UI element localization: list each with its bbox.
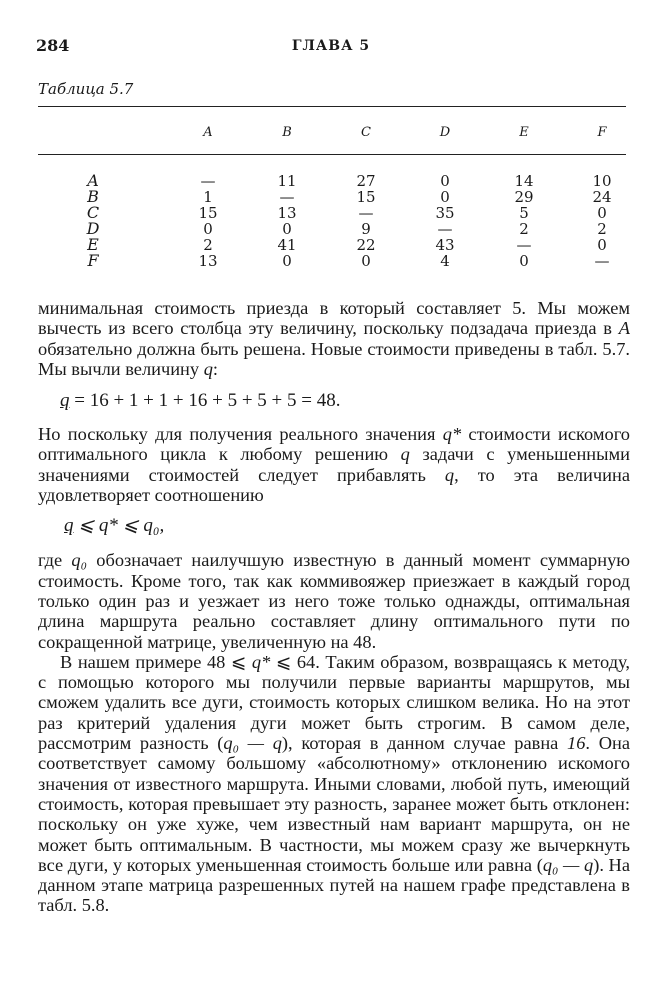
- table-cell: —: [279, 188, 295, 206]
- page-header: [36, 36, 626, 58]
- table-cell: 2: [203, 236, 213, 254]
- table-header-rule: [38, 154, 626, 155]
- table-cell: 2: [519, 220, 529, 238]
- column-header: E: [519, 125, 529, 140]
- running-head: ГЛАВА 5: [291, 38, 371, 54]
- paragraph-2: Но поскольку для получения реального значения q* стоимости искомого оптимального цикла к любому решению q задачи с уменьшенными значениями стоимостей следует прибавлять q, то эта величина удовлетворяет соотношению: [38, 424, 630, 506]
- table-cell: —: [200, 172, 216, 190]
- table-cell: 0: [597, 236, 607, 254]
- table-cell: 15: [198, 204, 218, 222]
- table-cell: 43: [435, 236, 455, 254]
- row-label: A: [87, 171, 99, 190]
- table-cell: 2: [597, 220, 607, 238]
- table-cell: 0: [519, 252, 529, 270]
- paragraph-1: минимальная стоимость приезда в который составляет 5. Мы можем вычесть из всего столбца эту величину, поскольку подзадача приезда в A обязательно должна быть решена. Новые стоимости приведены в табл. 5.7. Мы вычли величину q:: [38, 298, 630, 379]
- table-cell: 0: [440, 188, 450, 206]
- table-cell: —: [516, 236, 532, 254]
- column-header: C: [361, 125, 371, 140]
- table-cell: 14: [514, 172, 534, 190]
- table-cell: 24: [592, 188, 612, 206]
- formula-lower-bound: q = 16 + 1 + 1 + 16 + 5 + 5 + 5 = 48.: [60, 390, 341, 412]
- table-cell: —: [358, 204, 374, 222]
- table-cell: 13: [198, 252, 218, 270]
- table-cell: 0: [282, 220, 292, 238]
- paragraph-4: В нашем примере 48 ⩽ q* ⩽ 64. Таким образом, возвращаясь к методу, с помощью которого мы получили первые варианты маршрутов, мы сможем удалить все дуги, стоимость которых слишком велика. Но на этот раз критерий удаления дуги может быть строгим. В самом деле, рассмотрим разность (q₀ — q), которая в данном случае равна 16. Она соответствует самому большому «абсолютному» отклонению искомого значения от известного маршрута. Иными словами, любой путь, имеющий стоимость, которая превышает эту разность, заранее может быть отклонен: поскольку он уже хуже, чем известный нам вариант маршрута, он не может быть оптимальным. В частности, мы можем сразу же вычеркнуть все дуги, у которых уменьшенная стоимость больше или равна (q₀ — q). На данном этапе матрица разрешенных путей на нашем графе представлена в табл. 5.8.: [38, 651, 631, 916]
- table-cell: 27: [356, 172, 376, 190]
- table-cell: 0: [440, 172, 450, 190]
- table-cell: 10: [592, 172, 612, 190]
- row-label: F: [87, 251, 99, 270]
- row-label: E: [87, 235, 99, 254]
- body-text: [38, 298, 630, 916]
- row-label: B: [87, 187, 99, 206]
- column-header: A: [203, 125, 213, 140]
- table-cell: 35: [435, 204, 455, 222]
- page-number: 284: [36, 36, 70, 55]
- table-cell: 9: [361, 220, 371, 238]
- table-cell: 0: [282, 252, 292, 270]
- row-label: C: [86, 203, 100, 222]
- column-header: D: [439, 125, 451, 140]
- table-cell: 13: [277, 204, 297, 222]
- paragraph-3: где q₀ обозначает наилучшую известную в данный момент суммарную стоимость. Кроме того, так как коммивояжер приезжает в каждый город только один раз и уезжает из него тоже только однажды, оптимальная длина маршрута реально составляет длину оптимального пути по сокращенной матрице, увеличенную на 48.: [38, 550, 630, 652]
- table-cell: 41: [277, 236, 297, 254]
- table-cell: —: [594, 252, 610, 270]
- table-cell: 22: [356, 236, 376, 254]
- table-cell: 11: [277, 172, 297, 190]
- column-header: B: [282, 125, 292, 140]
- table-cell: 15: [356, 188, 376, 206]
- table-cell: —: [437, 220, 453, 238]
- table-cell: 0: [597, 204, 607, 222]
- table-cell: 1: [203, 188, 213, 206]
- table-cell: 5: [519, 204, 529, 222]
- formula-bounds: q ⩽ q* ⩽ q₀,: [64, 515, 165, 537]
- table-cell: 4: [440, 252, 450, 270]
- table-caption: Таблица 5.7: [38, 80, 134, 98]
- table-cell: 0: [361, 252, 371, 270]
- table-top-rule: [38, 106, 626, 107]
- column-header: F: [597, 125, 607, 140]
- row-label: D: [86, 219, 100, 238]
- table-cell: 0: [203, 220, 213, 238]
- table-cell: 29: [514, 188, 534, 206]
